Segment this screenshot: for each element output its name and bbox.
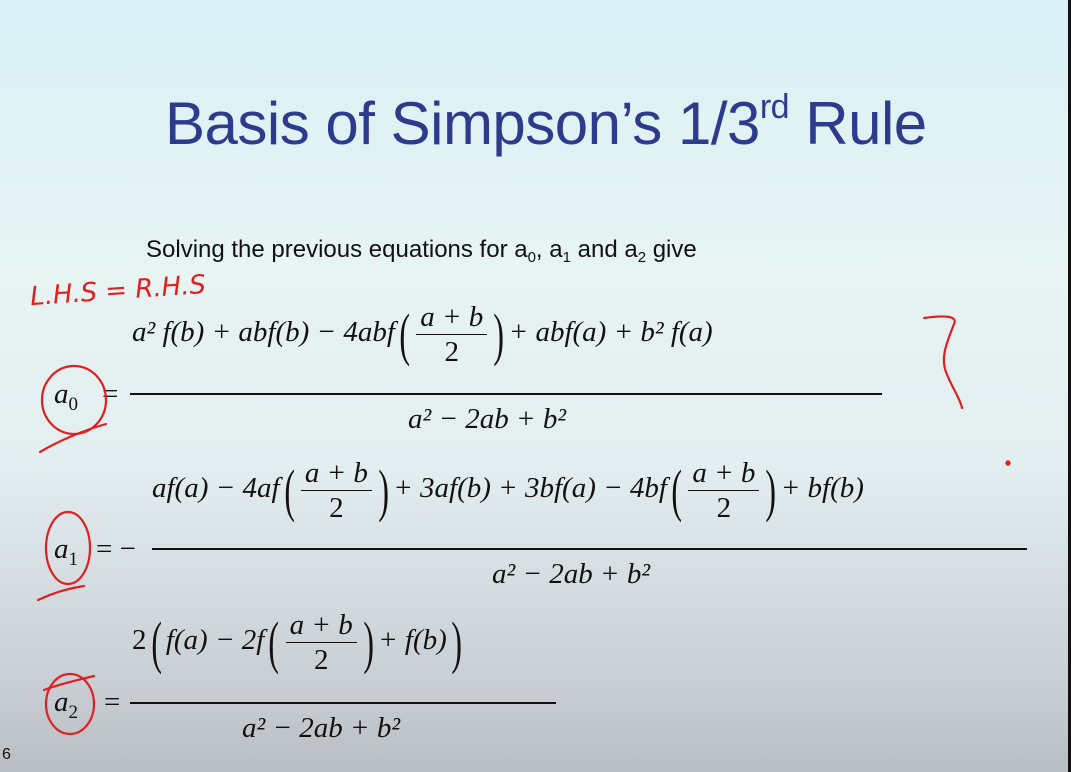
a0-num-part2: + abf(a) + b² f(a) bbox=[508, 316, 713, 349]
a1-numerator bbox=[152, 456, 864, 525]
underline-a1 bbox=[38, 586, 84, 600]
a0-half-fraction bbox=[416, 300, 487, 369]
a2-right-paren: ) bbox=[363, 609, 374, 675]
a1-frac1-den: 2 bbox=[329, 492, 344, 524]
a2-left-paren: ( bbox=[268, 609, 280, 675]
pen-dot bbox=[1006, 461, 1009, 464]
intro-sub-0: 0 bbox=[527, 249, 536, 266]
a1-lhs-var: a bbox=[54, 533, 69, 565]
bracket-mark bbox=[924, 316, 962, 408]
a0-lhs-var: a bbox=[54, 378, 69, 410]
underline-a0 bbox=[40, 424, 106, 452]
a1-equals: = − bbox=[96, 533, 136, 565]
a2-lhs-sub: 2 bbox=[68, 701, 78, 723]
intro-part-d: give bbox=[646, 236, 697, 263]
intro-sub-2: 2 bbox=[637, 249, 647, 266]
a0-left-paren: ( bbox=[399, 301, 410, 367]
a2-equals: = bbox=[104, 686, 121, 718]
annotation-lhs-rhs: L.H.S = R.H.S bbox=[29, 269, 207, 313]
a1-half-fraction-2 bbox=[688, 456, 759, 525]
a2-frac-num: a + b bbox=[286, 608, 357, 643]
a0-denominator: a² − 2ab + b² bbox=[408, 403, 567, 435]
a1-right-paren-1: ) bbox=[378, 457, 389, 523]
a1-lhs-sub: 1 bbox=[68, 548, 78, 570]
a0-fraction-bar bbox=[130, 393, 882, 395]
title-end: Rule bbox=[789, 90, 927, 157]
a1-frac2-den: 2 bbox=[716, 492, 732, 524]
a2-num-coef: 2 bbox=[132, 624, 147, 657]
page-number: 6 bbox=[2, 746, 11, 763]
a1-left-paren-1: ( bbox=[283, 457, 295, 523]
a0-lhs-sub: 0 bbox=[68, 393, 78, 415]
a1-fraction-bar bbox=[152, 548, 1027, 550]
a0-numerator bbox=[132, 300, 713, 369]
a2-numerator bbox=[132, 608, 466, 677]
a1-half-fraction-1 bbox=[301, 456, 372, 525]
a0-lhs bbox=[54, 378, 78, 416]
intro-sub-1: 1 bbox=[562, 249, 571, 266]
intro-part-b: , a bbox=[535, 236, 563, 263]
a1-right-paren-2: ) bbox=[765, 457, 777, 523]
a1-left-paren-2: ( bbox=[671, 457, 682, 523]
a2-frac-den: 2 bbox=[313, 644, 329, 676]
intro-text bbox=[146, 236, 697, 266]
intro-part-a: Solving the previous equations for a bbox=[146, 236, 528, 263]
a2-outer-left-paren: ( bbox=[150, 609, 162, 675]
a2-fraction-bar bbox=[130, 702, 556, 704]
a1-denominator: a² − 2ab + b² bbox=[492, 558, 651, 590]
a2-half-fraction bbox=[286, 608, 357, 677]
a1-frac2-num: a + b bbox=[688, 456, 759, 491]
a2-outer-right-paren: ) bbox=[451, 609, 462, 675]
slide-title bbox=[165, 88, 927, 158]
a2-lhs bbox=[54, 686, 78, 724]
a1-num-part1: af(a) − 4af bbox=[152, 472, 280, 505]
a2-denominator: a² − 2ab + b² bbox=[242, 712, 401, 744]
title-superscript: rd bbox=[759, 88, 790, 126]
a2-num-part1: f(a) − 2f bbox=[165, 624, 265, 657]
a2-num-part2: + f(b) bbox=[378, 624, 447, 657]
a2-lhs-var: a bbox=[54, 686, 69, 718]
a1-num-part3: + bf(b) bbox=[780, 472, 864, 505]
title-main: Basis of Simpson’s 1/3 bbox=[165, 90, 760, 157]
a1-frac1-num: a + b bbox=[301, 456, 372, 491]
a0-frac-num: a + b bbox=[416, 300, 487, 335]
a0-frac-den: 2 bbox=[444, 336, 459, 368]
a1-num-part2: + 3af(b) + 3bf(a) − 4bf bbox=[393, 472, 667, 505]
a0-right-paren: ) bbox=[493, 301, 505, 367]
a0-num-part1: a² f(b) + abf(b) − 4abf bbox=[132, 316, 395, 349]
a0-equals: = bbox=[102, 378, 119, 410]
intro-part-c: and a bbox=[570, 236, 638, 263]
a1-lhs bbox=[54, 533, 78, 571]
